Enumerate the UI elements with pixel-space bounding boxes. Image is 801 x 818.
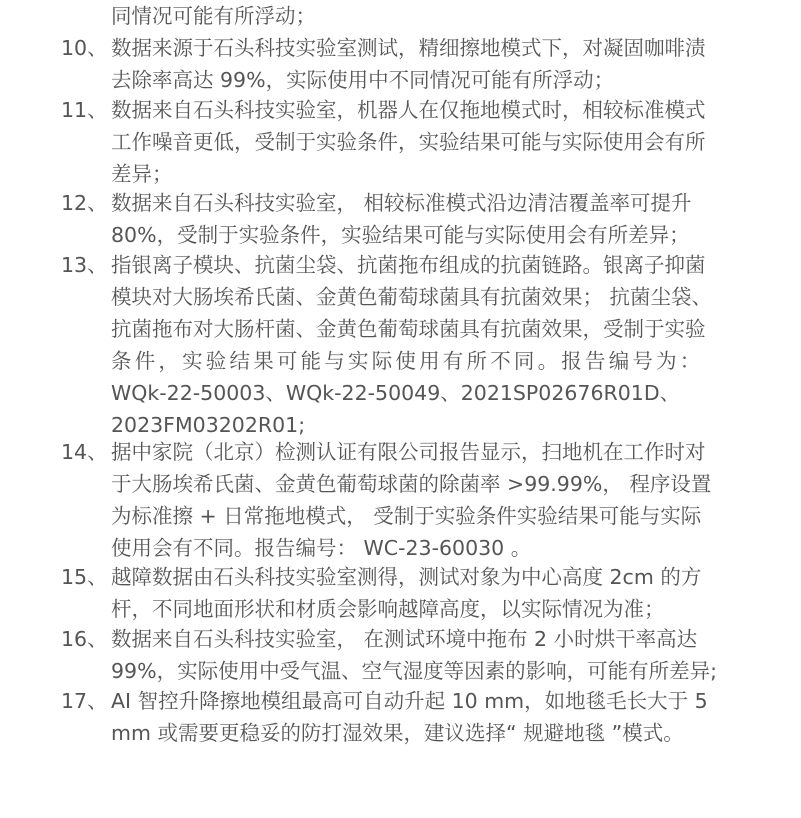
footnote-number: 17、 <box>61 689 108 713</box>
footnote-text <box>111 187 797 251</box>
footnote-line: 工作噪音更低，受制于实验条件，实验结果可能与实际使用会有所 <box>111 130 706 154</box>
continuation-line: 同情况可能有所浮动； <box>111 4 316 28</box>
footnote-line: WQk-22-50003、WQk-22-50049、2021SP02676R01D、 <box>111 381 681 405</box>
footnote-text <box>111 249 797 441</box>
footnote-line: 2023FM03202R01; <box>111 413 306 437</box>
footnote-line: mm 或需要更稳妥的防打湿效果，建议选择“ 规避地毯 ”模式。 <box>111 721 684 745</box>
footnote-number: 15、 <box>61 565 108 589</box>
footnote-line: 据中家院（北京）检测认证有限公司报告显示，扫地机在工作时对 <box>111 440 706 464</box>
footnote-line: 杆，不同地面形状和材质会影响越障高度，以实际情况为准； <box>111 597 665 621</box>
footnote-line: 99%，实际使用中受气温、空气湿度等因素的影响，可能有所差异; <box>111 659 717 683</box>
footnote-number: 16、 <box>61 627 108 651</box>
footnote-line: 越障数据由石头科技实验室测得，测试对象为中心高度 2cm 的方 <box>111 565 702 589</box>
footnote-line: 80%，受制于实验条件，实验结果可能与实际使用会有所差异； <box>111 223 690 247</box>
footnote-number: 14、 <box>61 440 108 464</box>
footnote-line: 抗菌拖布对大肠杆菌、金黄色葡萄球菌具有抗菌效果，受制于实验 <box>111 317 706 341</box>
footnote-line: 数据来源于石头科技实验室测试，精细擦地模式下，对凝固咖啡渍 <box>111 36 706 60</box>
footnote-line: 去除率高达 99%，实际使用中不同情况可能有所浮动； <box>111 68 615 92</box>
footnote-line: 数据来自石头科技实验室， 在测试环境中拖布 2 小时烘干率高达 <box>111 627 698 651</box>
footnote-line: AI 智控升降擦地模组最高可自动升起 10 mm，如地毯毛长大于 5 <box>111 689 708 713</box>
footnote-line: 条件，实验结果可能与实际使用有所不同。报告编号为： <box>111 349 704 373</box>
footnote-text <box>111 32 797 96</box>
footnote-number: 12、 <box>61 191 108 215</box>
footnote-number: 10、 <box>61 36 108 60</box>
footnote-number: 11、 <box>61 98 108 122</box>
footnote-text <box>111 561 797 625</box>
footnote-line: 于大肠埃希氏菌、金黄色葡萄球菌的除菌率 >99.99%， 程序设置 <box>111 472 712 496</box>
footnote-text <box>111 436 797 564</box>
footnote-line: 数据来自石头科技实验室，机器人在仅拖地模式时，相较标准模式 <box>111 98 706 122</box>
footnote-text <box>111 623 797 687</box>
footnote-line: 差异； <box>111 162 173 186</box>
footnote-text <box>111 685 797 749</box>
footnote-number: 13、 <box>61 253 108 277</box>
footnote-line: 指银离子模块、抗菌尘袋、抗菌拖布组成的抗菌链路。银离子抑菌 <box>111 253 706 277</box>
footnote-text <box>111 94 797 190</box>
footnote-line: 使用会有不同。报告编号： WC-23-60030 。 <box>111 536 532 560</box>
footnote-line: 数据来自石头科技实验室， 相较标准模式沿边清洁覆盖率可提升 <box>111 191 692 215</box>
footnote-line: 为标准擦 + 日常拖地模式， 受制于实验条件实验结果可能与实际 <box>111 504 702 528</box>
footnote-line: 模块对大肠埃希氏菌、金黄色葡萄球菌具有抗菌效果； 抗菌尘袋、 <box>111 285 713 309</box>
